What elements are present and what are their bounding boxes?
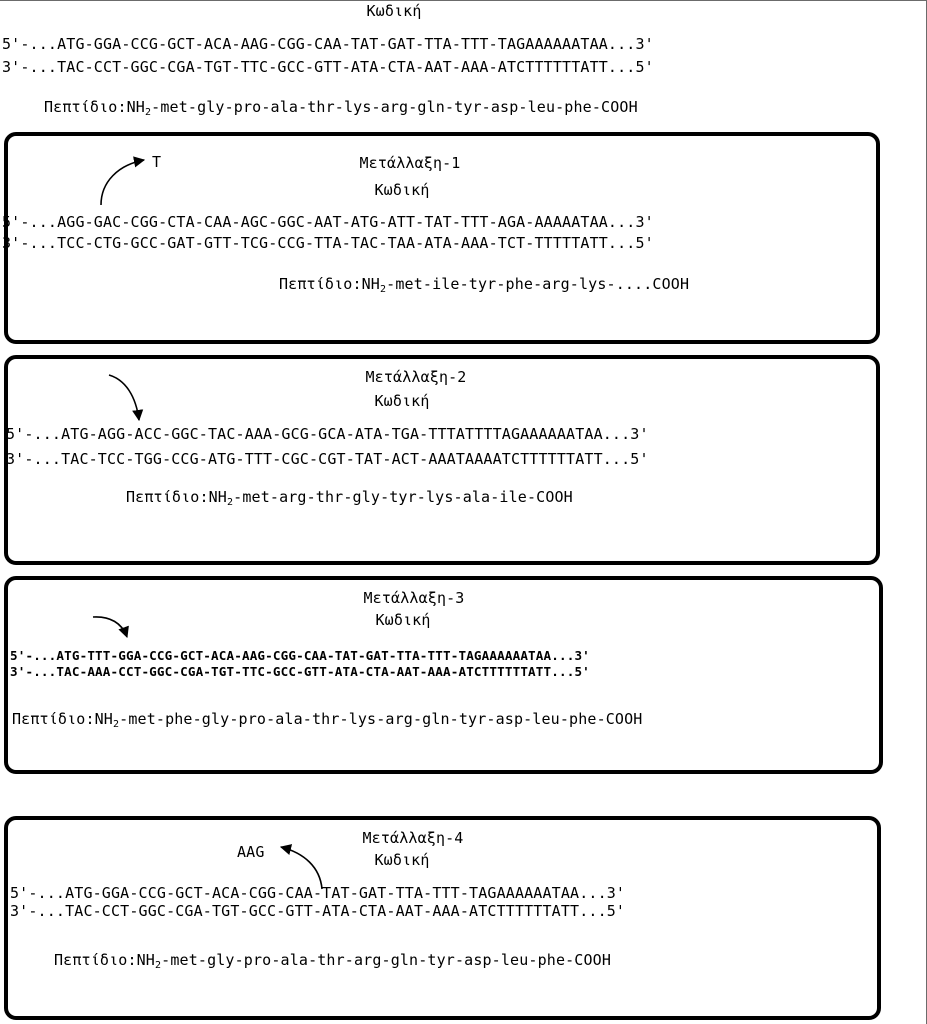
mutation-1-template-strand: 3'-...TCC-CTG-GCC-GAT-GTT-TCG-CCG-TTA-TAC-TAA-ATA-AAA-TCT-TTTTTATT...5' [2, 234, 654, 252]
mutation-3-peptide [12, 710, 642, 728]
mutation-4-title: Μετάλλαξη-4 [362, 829, 464, 847]
mutation-1-peptide-prefix: Πεπτίδιο:NH [279, 275, 380, 293]
mutation-2-peptide-prefix: Πεπτίδιο:NH [126, 488, 227, 506]
mutation-2-template-strand: 3'-...TAC-TCC-TGG-CCG-ATG-TTT-CGC-CGT-TAT-ACT-AAATAAAATCTTTTTTATT...5' [6, 450, 649, 468]
top-edge [0, 0, 927, 1]
mutation-4-delete-label: AAG [237, 843, 265, 861]
header-coding-strand: 5'-...ATG-GGA-CCG-GCT-ACA-AAG-CGG-CAA-TAT-GAT-TTA-TTT-TAGAAAAAATAA...3' [2, 35, 654, 53]
mutation-1-peptide-sub: 2 [380, 284, 387, 295]
header-template-strand: 3'-...TAC-CCT-GGC-CGA-TGT-TTC-GCC-GTT-ATA-CTA-AAT-AAA-ATCTTTTTTATT...5' [2, 58, 654, 76]
mutation-3-coding-strand: 5'-...ATG-TTT-GGA-CCG-GCT-ACA-AAG-CGG-CAA-TAT-GAT-TTA-TTT-TAGAAAAAATAA...3' [10, 648, 590, 663]
mutation-4-coding-label: Κωδική [374, 851, 430, 869]
mutation-4-peptide [54, 951, 611, 969]
mutation-1-peptide [279, 275, 689, 293]
header-coding-label: Κωδική [366, 2, 422, 20]
mutation-4-peptide-sub: 2 [155, 960, 162, 971]
mutation-4-peptide-chain: -met-gly-pro-ala-thr-arg-gln-tyr-asp-leu-phe-COOH [161, 951, 612, 969]
mutation-1-title: Μετάλλαξη-1 [359, 154, 461, 172]
mutation-2-title: Μετάλλαξη-2 [365, 368, 467, 386]
mutation-3-peptide-prefix: Πεπτίδιο:NH [12, 710, 113, 728]
mutation-2-coding-strand: 5'-...ATG-AGG-ACC-GGC-TAC-AAA-GCG-GCA-ATA-TGA-TTTATTTTAGAAAAAATAA...3' [6, 425, 649, 443]
header-peptide-chain: -met-gly-pro-ala-thr-lys-arg-gln-tyr-asp-leu-phe-COOH [151, 98, 638, 116]
header-peptide-prefix: Πεπτίδιο:NH [44, 98, 145, 116]
mutation-3-template-strand: 3'-...TAC-AAA-CCT-GGC-CGA-TGT-TTC-GCC-GTT-ATA-CTA-AAT-AAA-ATCTTTTTTATT...5' [10, 664, 590, 679]
mutation-3-coding-label: Κωδική [375, 611, 431, 629]
mutation-2-coding-label: Κωδική [374, 392, 430, 410]
mutation-1-peptide-chain: -met-ile-tyr-phe-arg-lys-....COOH [386, 275, 690, 293]
mutation-1-coding-label: Κωδική [374, 181, 430, 199]
mutation-3-peptide-chain: -met-phe-gly-pro-ala-thr-lys-arg-gln-tyr-asp-leu-phe-COOH [119, 710, 643, 728]
mutation-4-coding-strand: 5'-...ATG-GGA-CCG-GCT-ACA-CGG-CAA-TAT-GAT-TTA-TTT-TAGAAAAAATAA...3' [10, 884, 626, 902]
mutation-2-peptide [126, 488, 573, 506]
mutation-1-insert-label: T [152, 153, 162, 171]
mutation-4-peptide-prefix: Πεπτίδιο:NH [54, 951, 155, 969]
mutation-2-peptide-chain: -met-arg-thr-gly-tyr-lys-ala-ile-COOH [233, 488, 573, 506]
mutation-4-template-strand: 3'-...TAC-CCT-GGC-CGA-TGT-GCC-GTT-ATA-CTA-AAT-AAA-ATCTTTTTTATT...5' [10, 902, 626, 920]
mutation-2-peptide-sub: 2 [227, 497, 234, 508]
mutation-1-coding-strand: 5'-...AGG-GAC-CGG-CTA-CAA-AGC-GGC-AAT-ATG-ATT-TAT-TTT-AGA-AAAAATAA...3' [2, 213, 654, 231]
header-peptide [44, 98, 638, 116]
mutation-3-title: Μετάλλαξη-3 [363, 589, 465, 607]
header-peptide-sub: 2 [145, 107, 152, 118]
mutation-3-peptide-sub: 2 [113, 719, 120, 730]
